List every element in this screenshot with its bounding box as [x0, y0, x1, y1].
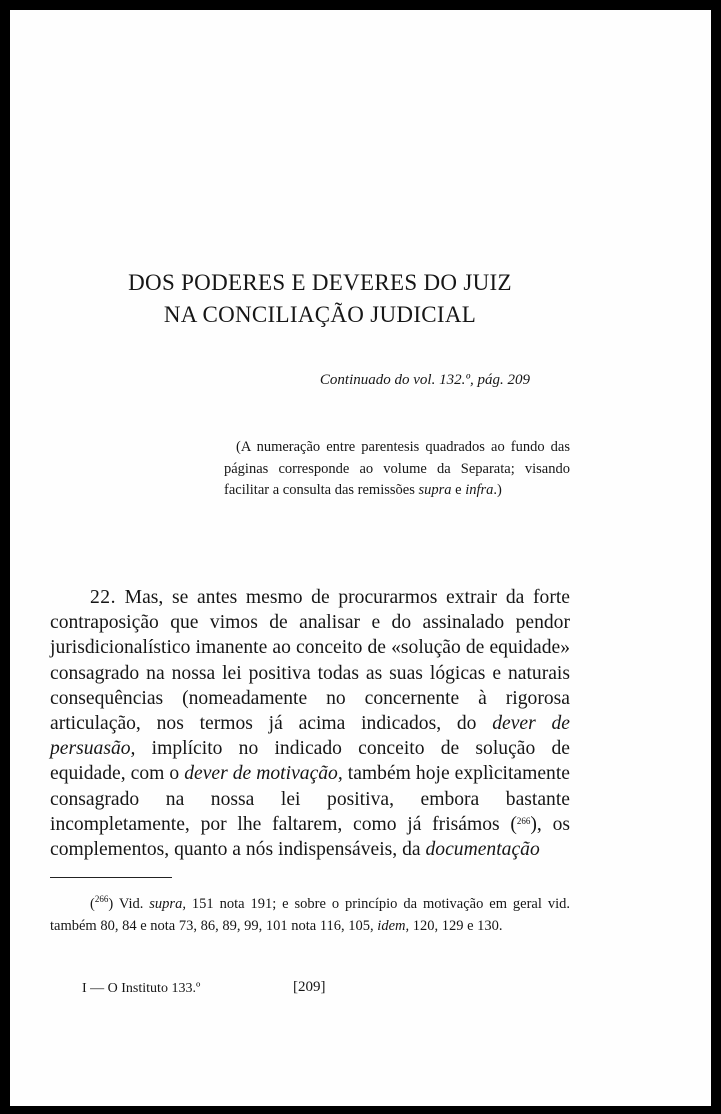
continuation-note: Continuado do vol. 132.º, pág. 209: [319, 372, 530, 388]
footnote-266: ($^{266}$) Vid. supra, 151 nota 191; e sobre o princípio da motivação em geral vid. também 80, 84 e nota 73, 86, 89, 99, 101 nota 116, 105, idem, 120, 129 e 130.: [50, 894, 570, 934]
paragraph-number: 22.: [90, 587, 116, 608]
separata-page-number: [209]: [293, 979, 326, 995]
footnote-text-3: 120, 129 e 130.: [409, 917, 503, 934]
footnote-reference[interactable]: 266: [516, 815, 531, 826]
footnote-italic-1: supra,: [149, 896, 186, 912]
paragraph-text-1: Mas, se antes mesmo de procurarmos extrair da forte contraposição que vimos de analisar e do assinalado pendor jurisdicionalístico imanente ao conceito de «solução de equidade» consagrado na nossa lei positiva todas as suas lógicas e naturais consequências (nomeadamente no concernente à rigorosa articulação, nos termos já acima indicados, do: [50, 587, 570, 735]
note-infra: infra: [465, 482, 494, 498]
note-end: .): [493, 482, 502, 498]
footnote-divider: [50, 877, 172, 878]
title-line-1: DOS PODERES E DEVERES DO JUIZ: [128, 270, 512, 295]
title-line-2: NA CONCILIAÇÃO JUDICIAL: [163, 302, 477, 327]
footnote-text-1: ) Vid.: [108, 896, 150, 912]
note-supra: supra: [418, 482, 452, 498]
note-and: e: [451, 482, 466, 498]
article-title: [10, 267, 630, 331]
footnote-number: 266: [94, 894, 109, 904]
signature-mark: I — O Instituto 133.º: [82, 981, 201, 996]
paragraph-text-3: também hoje explìcitamente consagrado na nossa lei positiva, embora bastante incompletamente, por lhe faltarem, como já frisámos (: [50, 763, 570, 835]
note-text: (A numeração entre parentesis quadrados ao fundo das páginas corresponde ao volume da Separata; visando facilitar a consulta das remissões: [224, 439, 570, 498]
paragraph-text-4: ), os complementos, quanto a nós indispensáveis, da: [50, 813, 570, 861]
footnote-italic-2: idem,: [377, 917, 410, 934]
paragraph-italic-2: dever de motivação,: [184, 763, 343, 785]
paragraph-text-2: implícito no indicado conceito de solução de equidade, com o: [50, 738, 570, 785]
paragraph-22: [50, 585, 570, 862]
footnote-text-2: 151 nota 191; e sobre o princípio da motivação em geral vid. também 80, 84 e nota 73, 86, 89, 99, 101 nota 116, 105,: [50, 896, 570, 934]
document-page: [10, 10, 711, 1106]
paragraph-italic-1: dever de persuasão,: [50, 713, 571, 760]
paragraph-italic-3: documentação: [425, 839, 540, 861]
numbering-note: [224, 437, 570, 502]
